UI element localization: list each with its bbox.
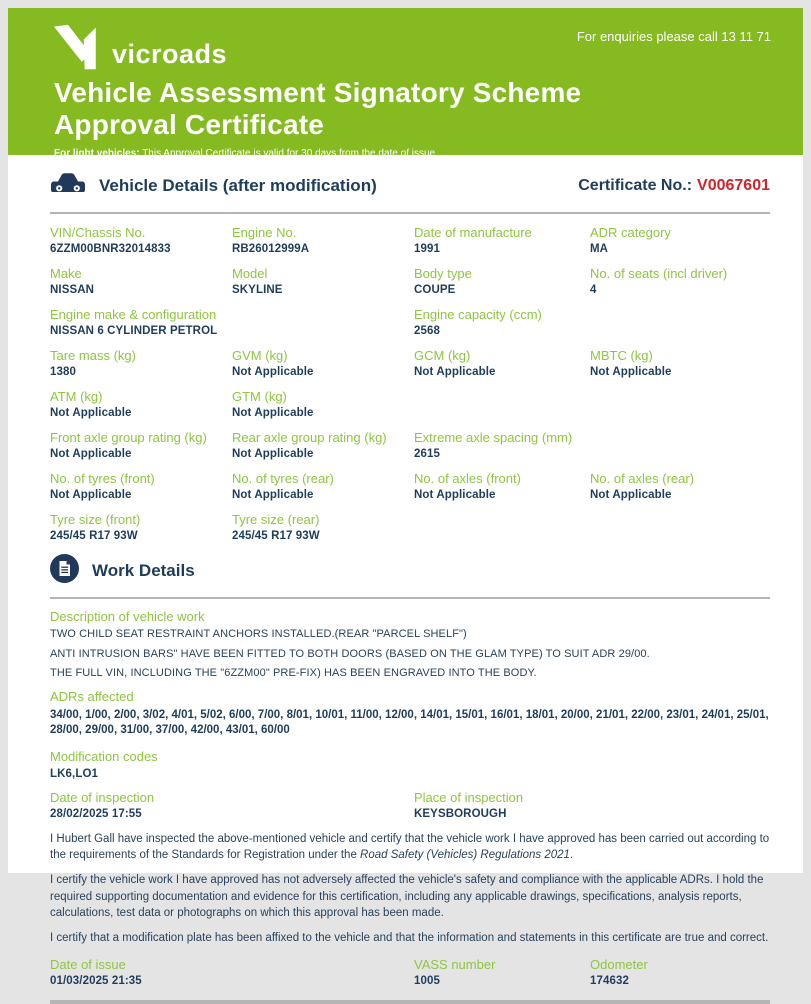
field-gvm: GVM (kg) Not Applicable (232, 348, 314, 378)
page-title-line2: Approval Certificate (54, 108, 325, 140)
field-adr-category: ADR category MA (590, 225, 671, 255)
field-axles-front: No. of axles (front) Not Applicable (414, 471, 521, 501)
issue-row (50, 957, 770, 998)
masthead-top (54, 21, 771, 70)
field-vass-number: VASS number 1005 (414, 956, 496, 987)
enquiries-text: For enquiries please call 13 11 71 (576, 29, 771, 44)
field-gcm: GCM (kg) Not Applicable (414, 348, 496, 378)
vehicle-details-header (50, 170, 770, 202)
field-front-axle-rating: Front axle group rating (kg) Not Applicable (50, 430, 207, 460)
field-body-type: Body type COUPE (414, 266, 472, 296)
field-engine-capacity: Engine capacity (ccm) 2568 (414, 307, 542, 337)
field-odometer: Odometer 174632 (590, 956, 648, 987)
field-mbtc: MBTC (kg) Not Applicable (590, 348, 672, 378)
field-tyres-front: No. of tyres (front) Not Applicable (50, 471, 155, 501)
certificate-number-label: Certificate No.: (578, 177, 693, 194)
car-icon (50, 172, 86, 200)
field-date-of-manufacture: Date of manufacture 1991 (414, 225, 532, 255)
certificate-page (8, 8, 803, 987)
field-engine-no: Engine No. RB26012999A (232, 225, 310, 255)
work-details-title: Work Details (92, 561, 195, 580)
certificate-number (578, 177, 770, 195)
validity-note-light: For light vehicles: This Approval Certificate is valid for 30 days from the date of issue. (54, 148, 438, 160)
description-line: THE FULL VIN, INCLUDING THE "6ZZM00" PRE-FIX) HAS BEEN ENGRAVED INTO THE BODY. (50, 667, 537, 679)
field-vin: VIN/Chassis No. 6ZZM00BNR32014833 (50, 225, 171, 255)
inspection-row (50, 790, 770, 831)
field-engine-make-config: Engine make & configuration NISSAN 6 CYLINDER PETROL (50, 307, 218, 337)
page-title-line1: Vehicle Assessment Signatory Scheme (54, 77, 582, 108)
certification-paragraph-3: I certify that a modification plate has been affixed to the vehicle and that the information and statements in this certificate are true and correct. (50, 932, 769, 945)
description-label: Description of vehicle work (50, 609, 205, 624)
certification-paragraph-1: I Hubert Gall have inspected the above-mentioned vehicle and certify that the vehicle work I have approved has been carried out according to the requirements of the Standards for Registration under the Road Safety (Vehicles) Regulations 2021. (50, 832, 770, 861)
field-atm: ATM (kg) Not Applicable (50, 389, 132, 419)
description-line: ANTI INTRUSION BARS" HAVE BEEN FITTED TO BOTH DOORS (BASED ON THE GLAM TYPE) TO SUIT ADR 29/00. (50, 647, 650, 660)
field-tare-mass: Tare mass (kg) 1380 (50, 348, 136, 378)
field-seats: No. of seats (incl driver) 4 (590, 266, 728, 296)
validity-note-heavy: For heavy vehicles only: The validity of this Approval Certificate will not expire. (54, 161, 409, 173)
field-date-of-issue: Date of issue 01/03/2025 21:35 (50, 956, 142, 987)
vicroads-logo (54, 24, 227, 70)
field-gtm: GTM (kg) Not Applicable (232, 389, 314, 419)
field-tyres-rear: No. of tyres (rear) Not Applicable (232, 471, 334, 501)
vicroads-logo-text: vicroads (112, 39, 228, 69)
document-icon (50, 554, 79, 588)
field-extreme-axle-spacing: Extreme axle spacing (mm) 2615 (414, 430, 573, 460)
content (8, 170, 803, 1004)
field-axles-rear: No. of axles (rear) Not Applicable (590, 471, 695, 501)
divider (50, 212, 770, 214)
masthead (8, 8, 803, 173)
page-title (54, 77, 771, 140)
divider (50, 597, 770, 599)
modification-codes-value: LK6,LO1 (50, 767, 98, 780)
certification-paragraph-2: I certify the vehicle work I have approved has not adversely affected the vehicle's safety and compliance with the applicable ADRs. I hold the required supporting documentation and evidence for this certification, including any applicable drawings, specifications, analysis reports, calculations, test data or photographs on which this approval has been made. (50, 874, 764, 919)
certificate-number-value: V0067601 (697, 177, 770, 194)
field-place-of-inspection: Place of inspection KEYSBOROUGH (414, 789, 524, 820)
field-date-of-inspection: Date of inspection 28/02/2025 17:55 (50, 789, 155, 820)
field-rear-axle-rating: Rear axle group rating (kg) Not Applicable (232, 430, 387, 460)
field-model: Model SKYLINE (232, 266, 283, 296)
vicroads-logo-icon (54, 24, 106, 70)
description-line: TWO CHILD SEAT RESTRAINT ANCHORS INSTALLED.(REAR "PARCEL SHELF") (50, 628, 467, 640)
vehicle-details-title: Vehicle Details (after modification) (99, 176, 377, 195)
vehicle-fields-grid (50, 225, 770, 553)
bottom-divider (50, 1000, 770, 1004)
field-tyre-size-front: Tyre size (front) 245/45 R17 93W (50, 512, 141, 542)
modification-codes-label: Modification codes (50, 748, 158, 764)
adrs-affected-label: ADRs affected (50, 689, 134, 704)
work-details-header (50, 555, 770, 587)
adrs-affected-value: 34/00, 1/00, 2/00, 3/02, 4/01, 5/02, 6/00, 7/00, 8/01, 10/01, 11/00, 12/00, 14/01, 15/01, 16/01, 18/01, 20/00, 21/01, 22/00, 23/01, 24/01, 25/01, 28/00, 29/00, 31/00, 37/00, 42/00, 43/01, 60/00 (50, 709, 769, 737)
field-tyre-size-rear: Tyre size (rear) 245/45 R17 93W (232, 512, 320, 542)
field-make: Make NISSAN (50, 266, 95, 296)
